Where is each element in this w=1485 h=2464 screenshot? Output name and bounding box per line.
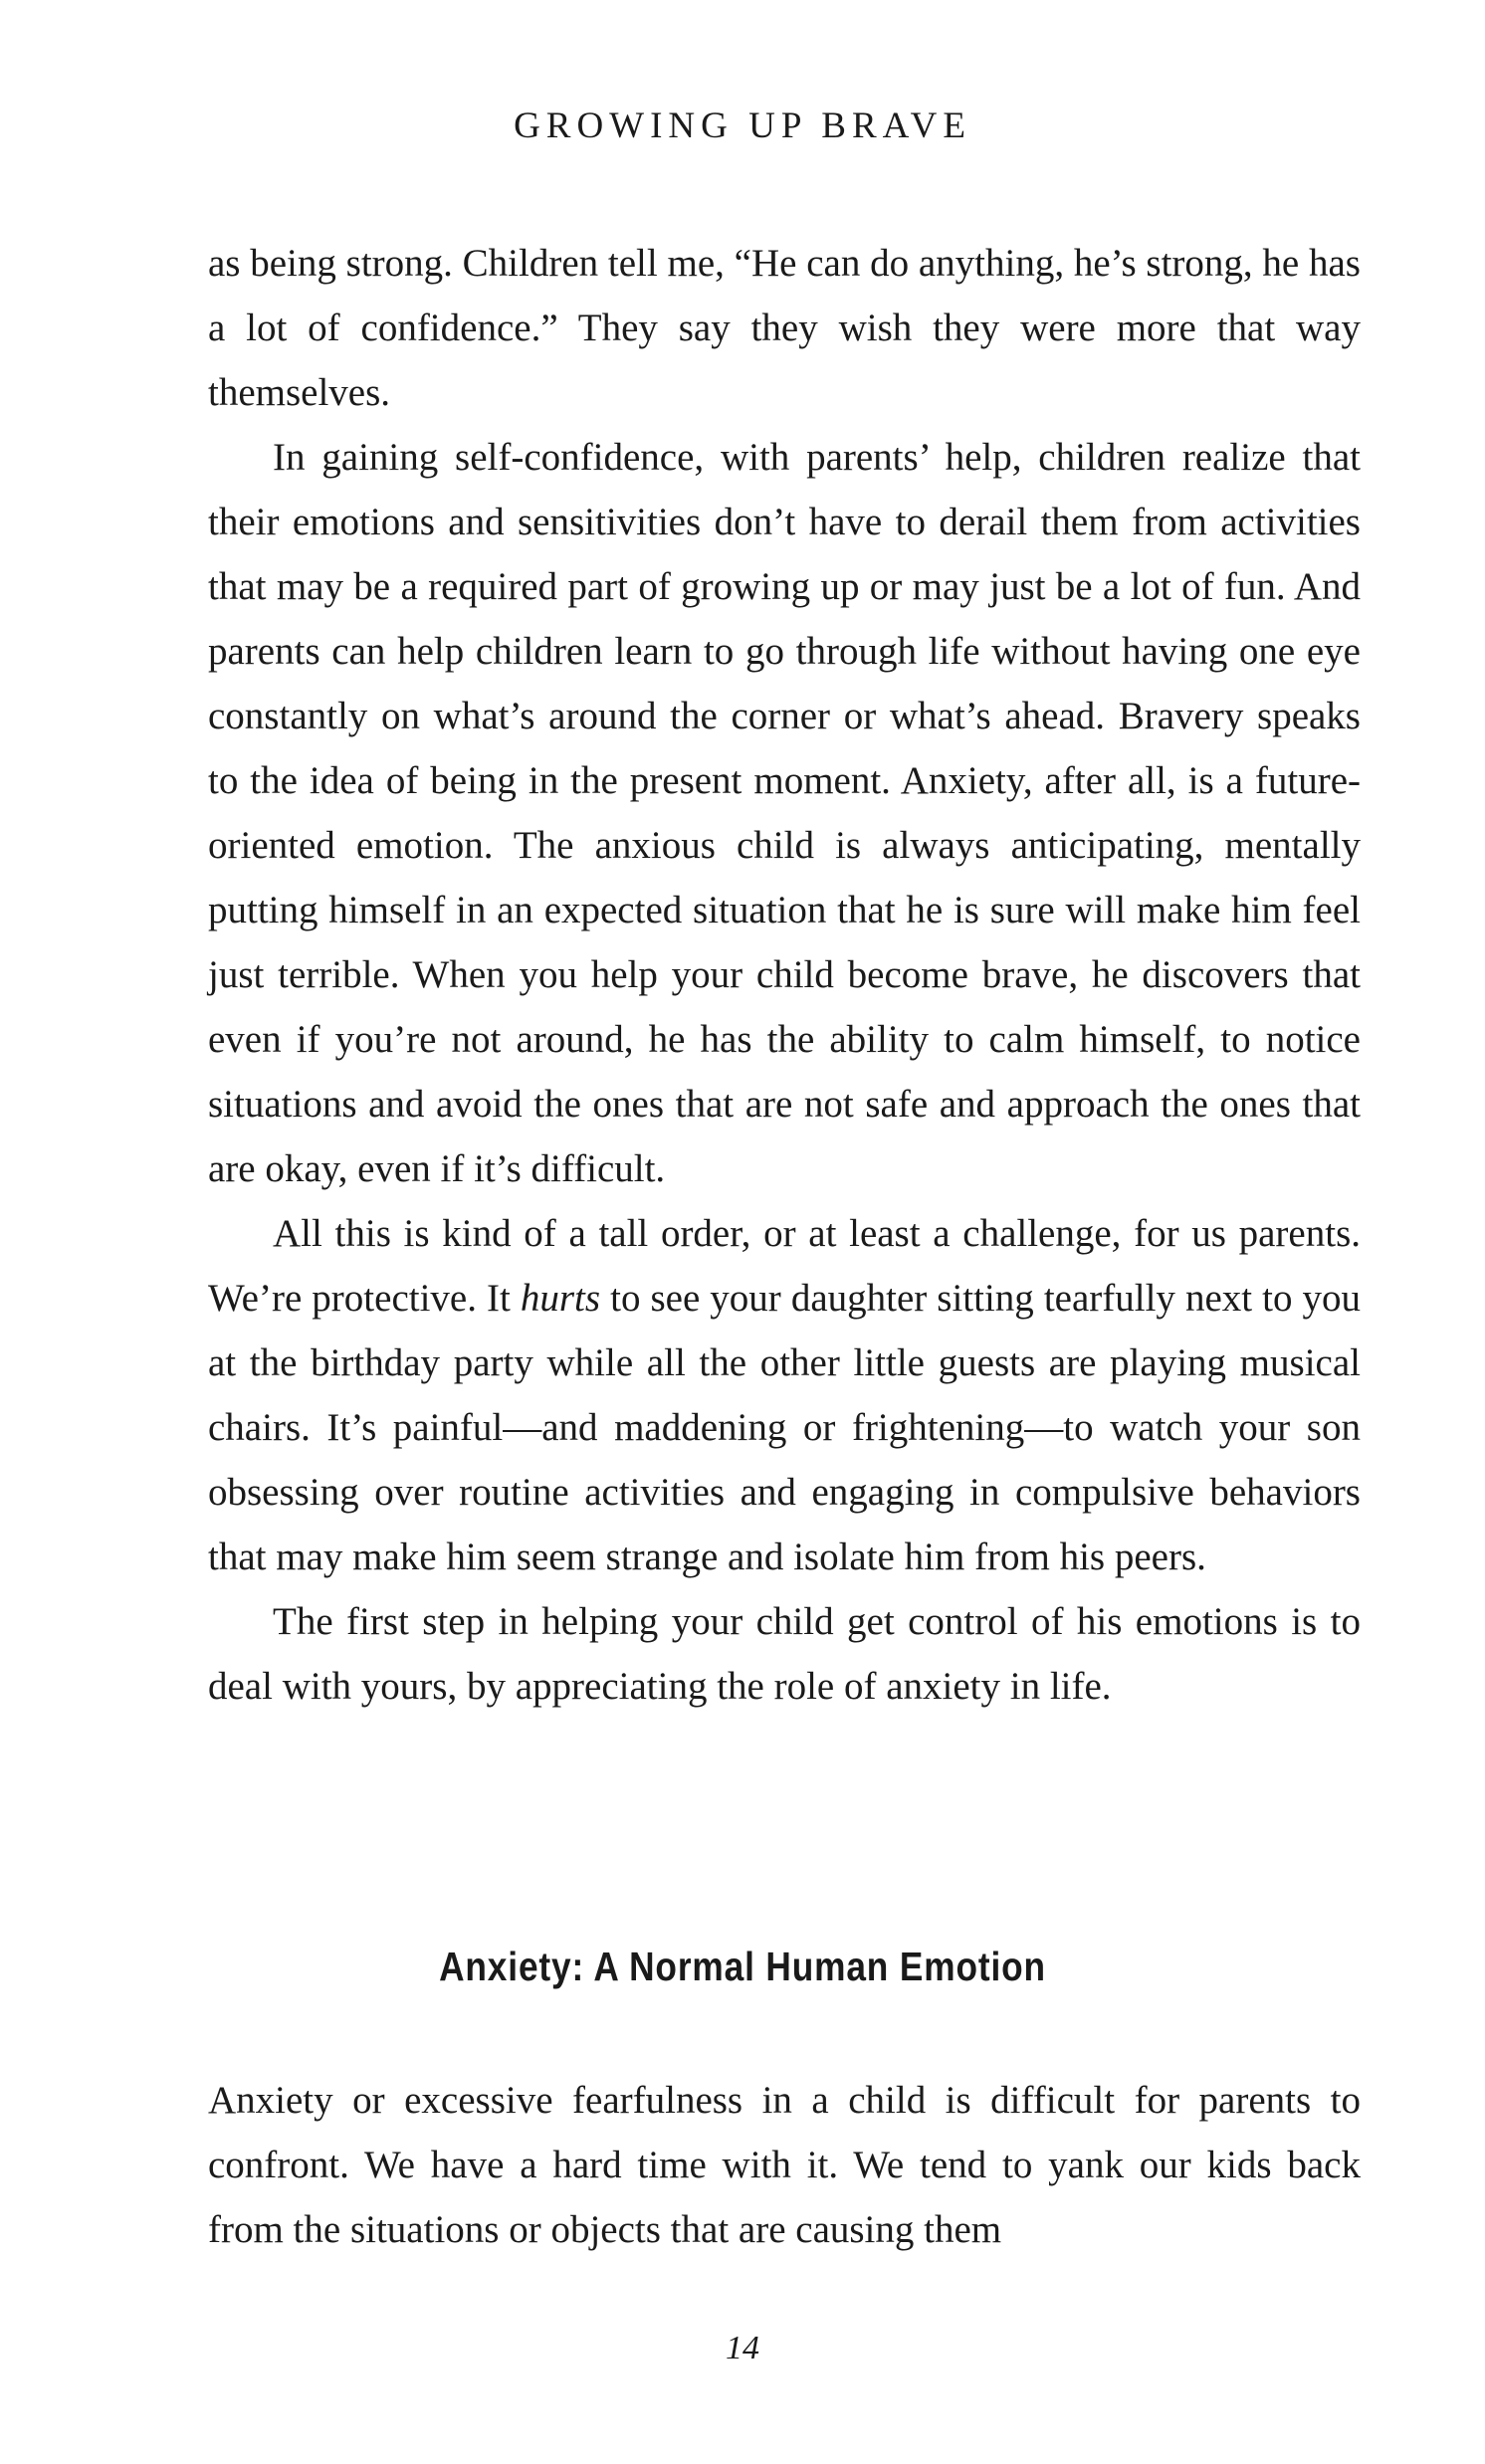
paragraph-3-part-1: All this is kind of a tall order, or at least a challenge, for us parents. We’re protective. It bbox=[208, 1212, 1361, 1320]
page-number: 14 bbox=[726, 2330, 759, 2366]
section-body-text bbox=[208, 2068, 1361, 2262]
paragraph-3-part-2: to see your daughter sitting tearfully next to you at the birthday party while all the other little guests are playing musical chairs. It’s painful—and maddening or frightening—to watch your son obsessing over routine activities and engaging in compulsive behaviors that may make him seem strange and isolate him from his peers. bbox=[208, 1277, 1361, 1578]
paragraph-1: as being strong. Children tell me, “He can do anything, he’s strong, he has a lot of confidence.” They say they wish they were more that way themselves. bbox=[208, 242, 1361, 414]
emphasis-hurts: hurts bbox=[520, 1277, 601, 1320]
running-head: GROWING UP BRAVE bbox=[514, 105, 971, 146]
section-heading: Anxiety: A Normal Human Emotion bbox=[439, 1944, 1046, 1989]
paragraph-4: The first step in helping your child get control of his emotions is to deal with yours, by appreciating the role of anxiety in life. bbox=[208, 1600, 1361, 1708]
paragraph-2: In gaining self-confidence, with parents’ help, children realize that their emotions and sensitivities don’t have to derail them from activities that may be a required part of growing up or may just be a lot of fun. And parents can help children learn to go through life without having one eye constantly on what’s around the corner or what’s ahead. Bravery speaks to the idea of being in the present moment. Anxiety, after all, is a future-oriented emotion. The anxious child is always anticipating, mentally putting himself in an expected situation that he is sure will make him feel just terrible. When you help your child become brave, he discovers that even if you’re not around, he has the ability to calm himself, to notice situations and avoid the ones that are not safe and approach the ones that are okay, even if it’s difficult. bbox=[208, 436, 1361, 1190]
section-paragraph-1: Anxiety or excessive fearfulness in a child is difficult for parents to confront. We have a hard time with it. We tend to yank our kids back from the situations or objects that are causing them bbox=[208, 2079, 1361, 2251]
body-text bbox=[208, 231, 1361, 1719]
paragraph-3 bbox=[208, 1201, 1361, 1589]
